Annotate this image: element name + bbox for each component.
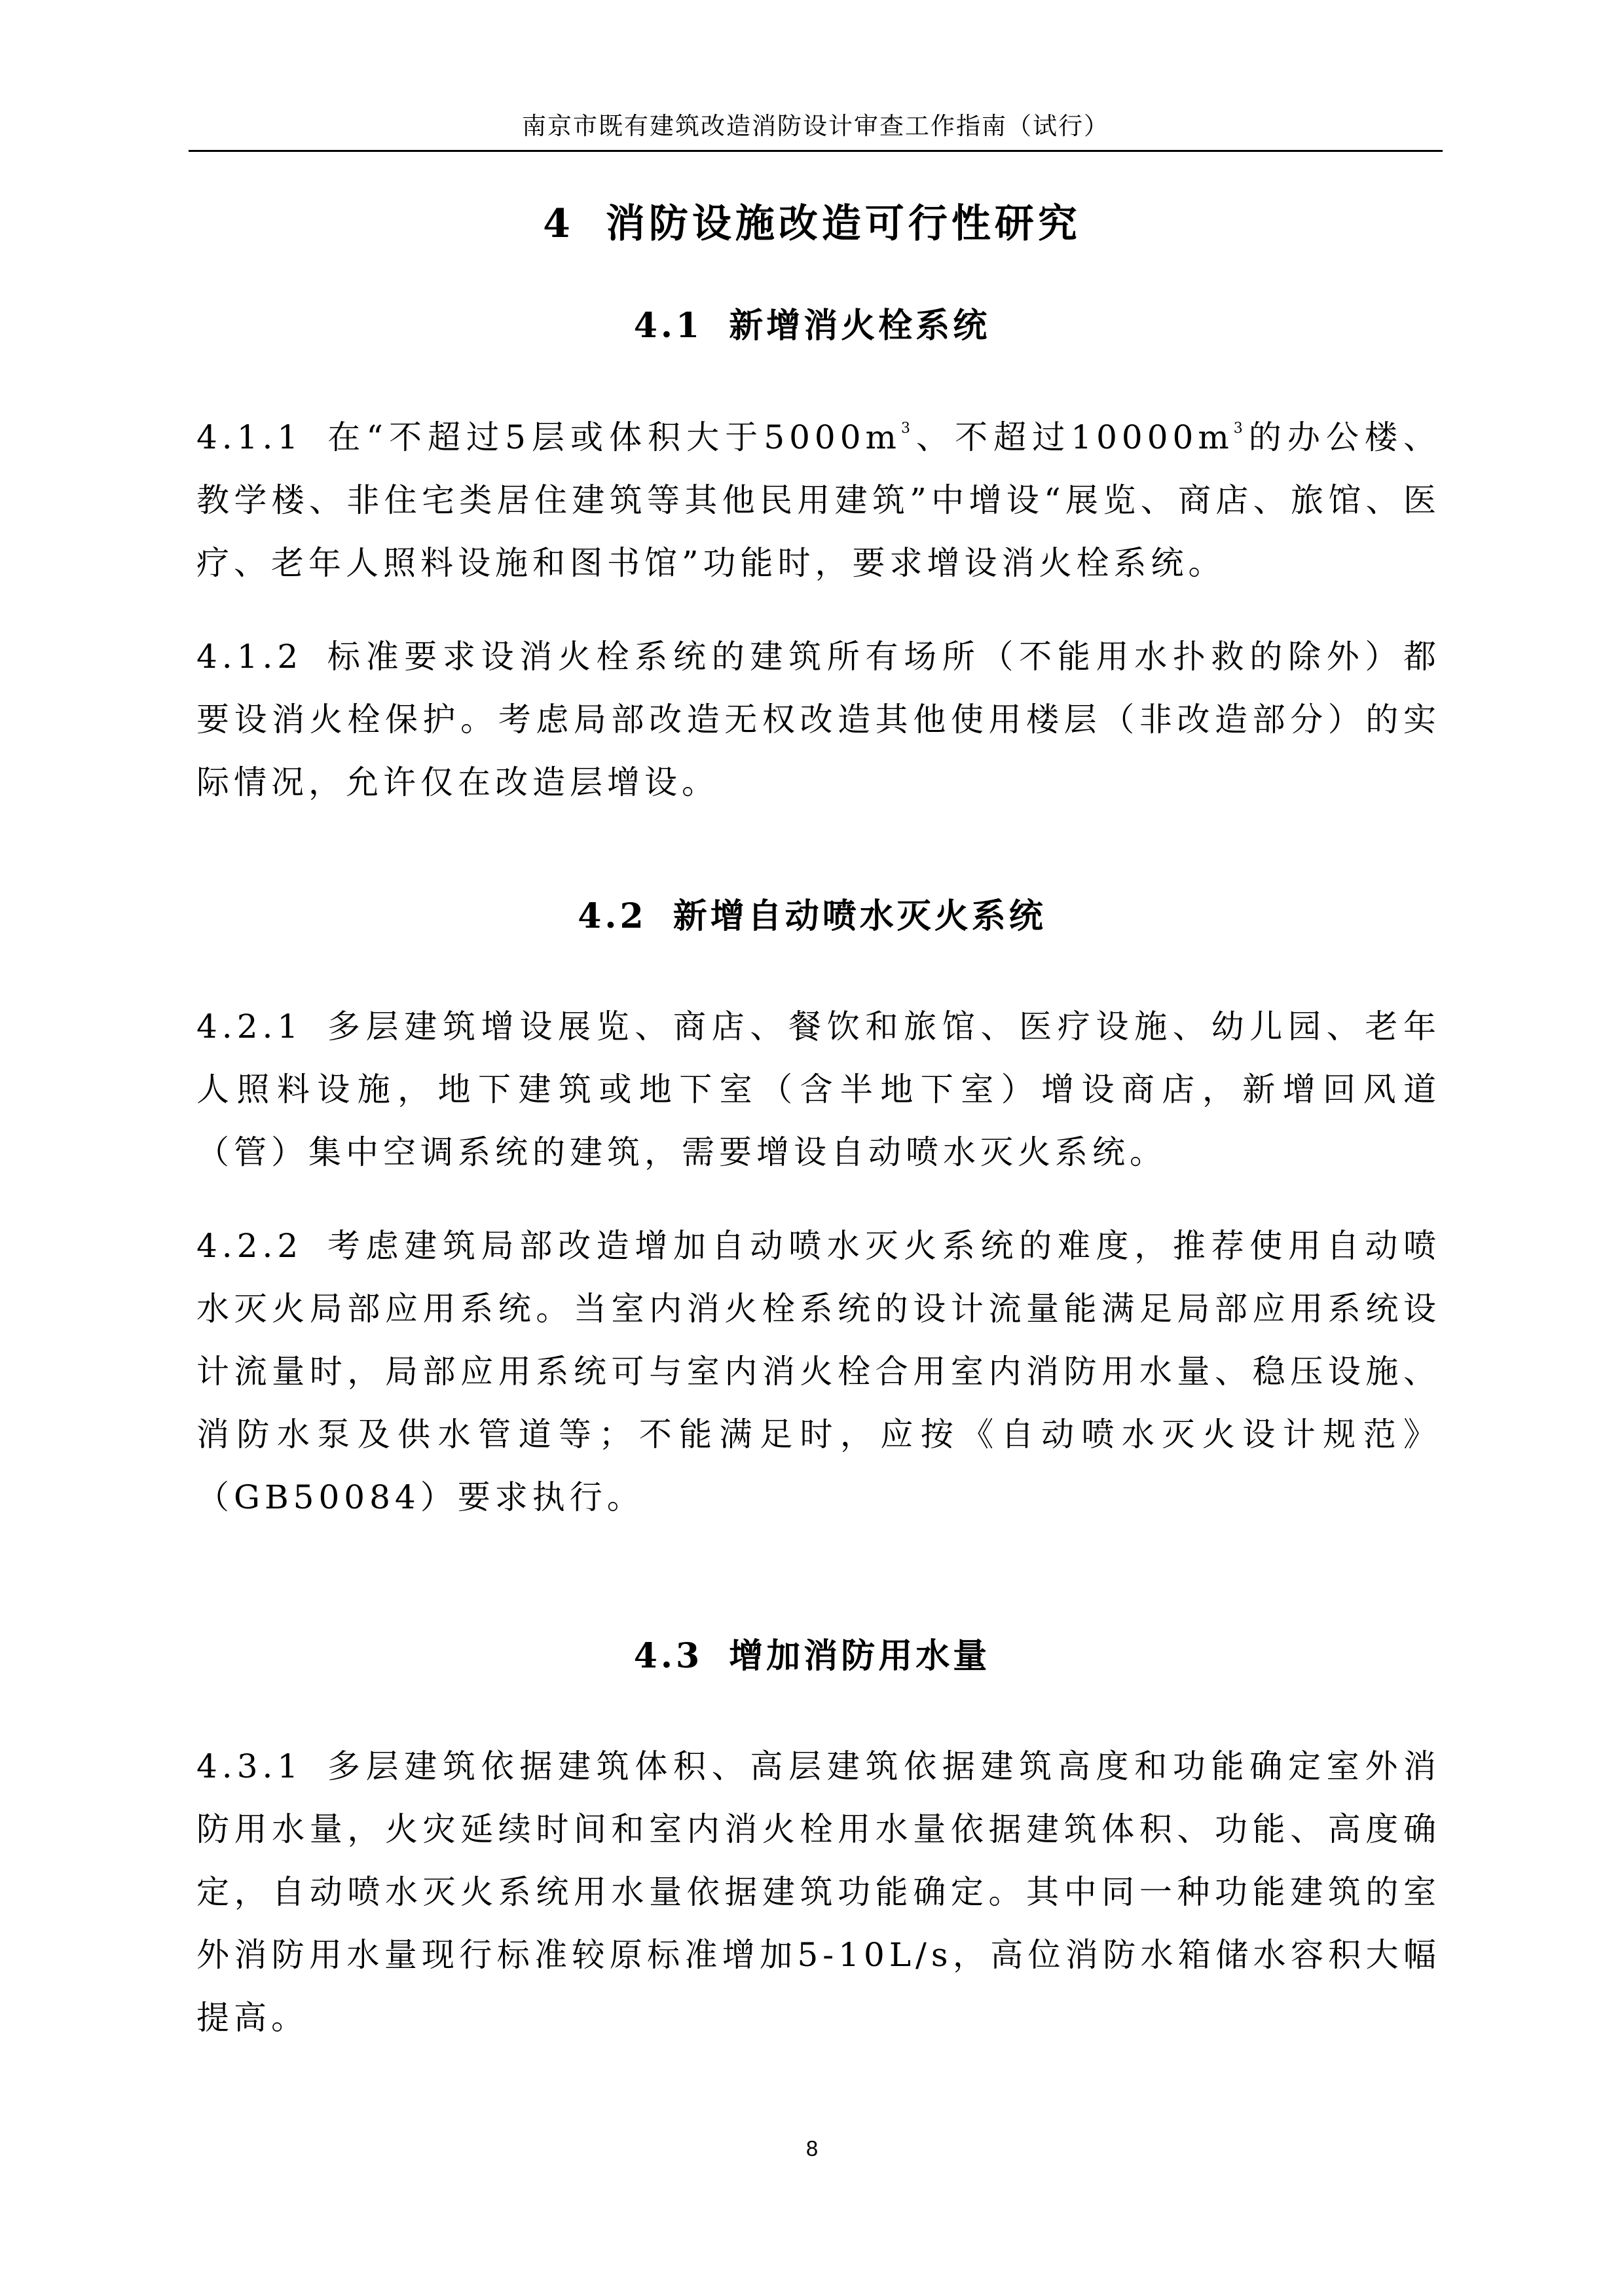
clause-text: 标准要求设消火栓系统的建筑所有场所（不能用水扑救的除外）都要设消火栓保护。考虑局部改造无权改造其他使用楼层（非改造部分）的实际情况，允许仅在改造层增设。 <box>196 638 1441 801</box>
clause-paragraph <box>196 1735 1441 2049</box>
clause-paragraph <box>196 1214 1441 1529</box>
section-title <box>0 1633 1624 1679</box>
section-number: 4.3 <box>633 1636 703 1676</box>
clause-text: 考虑建筑局部改造增加自动喷水灭火系统的难度，推荐使用自动喷水灭火局部应用系统。当室内消火栓系统的设计流量能满足局部应用系统设计流量时，局部应用系统可与室内消火栓合用室内消防用水量、稳压设施、消防水泵及供水管道等；不能满足时，应按《自动喷水灭火设计规范》（GB50084）要求执行。 <box>196 1227 1441 1516</box>
clause-number: 4.2.2 <box>196 1227 303 1265</box>
superscript-exponent: 3 <box>900 420 915 437</box>
clause-number: 4.1.1 <box>196 418 303 456</box>
section-heading-text: 增加消防用水量 <box>729 1636 991 1676</box>
section-title <box>0 894 1624 939</box>
clause-text: 在“不超过5层或体积大于5000m <box>326 418 901 456</box>
superscript-exponent: 3 <box>1233 420 1247 437</box>
clause-text: 的办公楼、教学楼、非住宅类居住建筑等其他民用建筑”中增设“展览、商店、旅馆、医疗、老年人照料设施和图书馆”功能时，要求增设消火栓系统。 <box>196 418 1441 582</box>
section-number: 4.1 <box>633 306 703 346</box>
section-heading-text: 新增自动喷水灭火系统 <box>673 896 1046 936</box>
clause-text: 、不超过10000m <box>914 418 1234 456</box>
clause-paragraph <box>196 995 1441 1184</box>
clause-paragraph <box>196 406 1441 594</box>
clause-number: 4.3.1 <box>196 1747 303 1785</box>
chapter-title <box>0 198 1624 250</box>
header-divider <box>189 150 1443 152</box>
running-header: 南京市既有建筑改造消防设计审查工作指南（试行） <box>522 112 1109 140</box>
clause-text: 多层建筑增设展览、商店、餐饮和旅馆、医疗设施、幼儿园、老年人照料设施，地下建筑或地下室（含半地下室）增设商店，新增回风道（管）集中空调系统的建筑，需要增设自动喷水灭火系统。 <box>196 1008 1441 1171</box>
page-number: 8 <box>805 2136 819 2160</box>
section-number: 4.2 <box>578 896 647 936</box>
clause-number: 4.2.1 <box>196 1008 303 1046</box>
chapter-heading-text: 消防设施改造可行性研究 <box>605 201 1081 247</box>
section-heading-text: 新增消火栓系统 <box>729 306 991 346</box>
section-title <box>0 303 1624 349</box>
clause-paragraph <box>196 625 1441 814</box>
clause-number: 4.1.2 <box>196 638 303 676</box>
chapter-number: 4 <box>543 201 574 247</box>
clause-text: 多层建筑依据建筑体积、高层建筑依据建筑高度和功能确定室外消防用水量，火灾延续时间和室内消火栓用水量依据建筑体积、功能、高度确定，自动喷水灭火系统用水量依据建筑功能确定。其中同一种功能建筑的室外消防用水量现行标准较原标准增加5-10L/s，高位消防水箱储水容积大幅提高。 <box>196 1747 1441 2037</box>
